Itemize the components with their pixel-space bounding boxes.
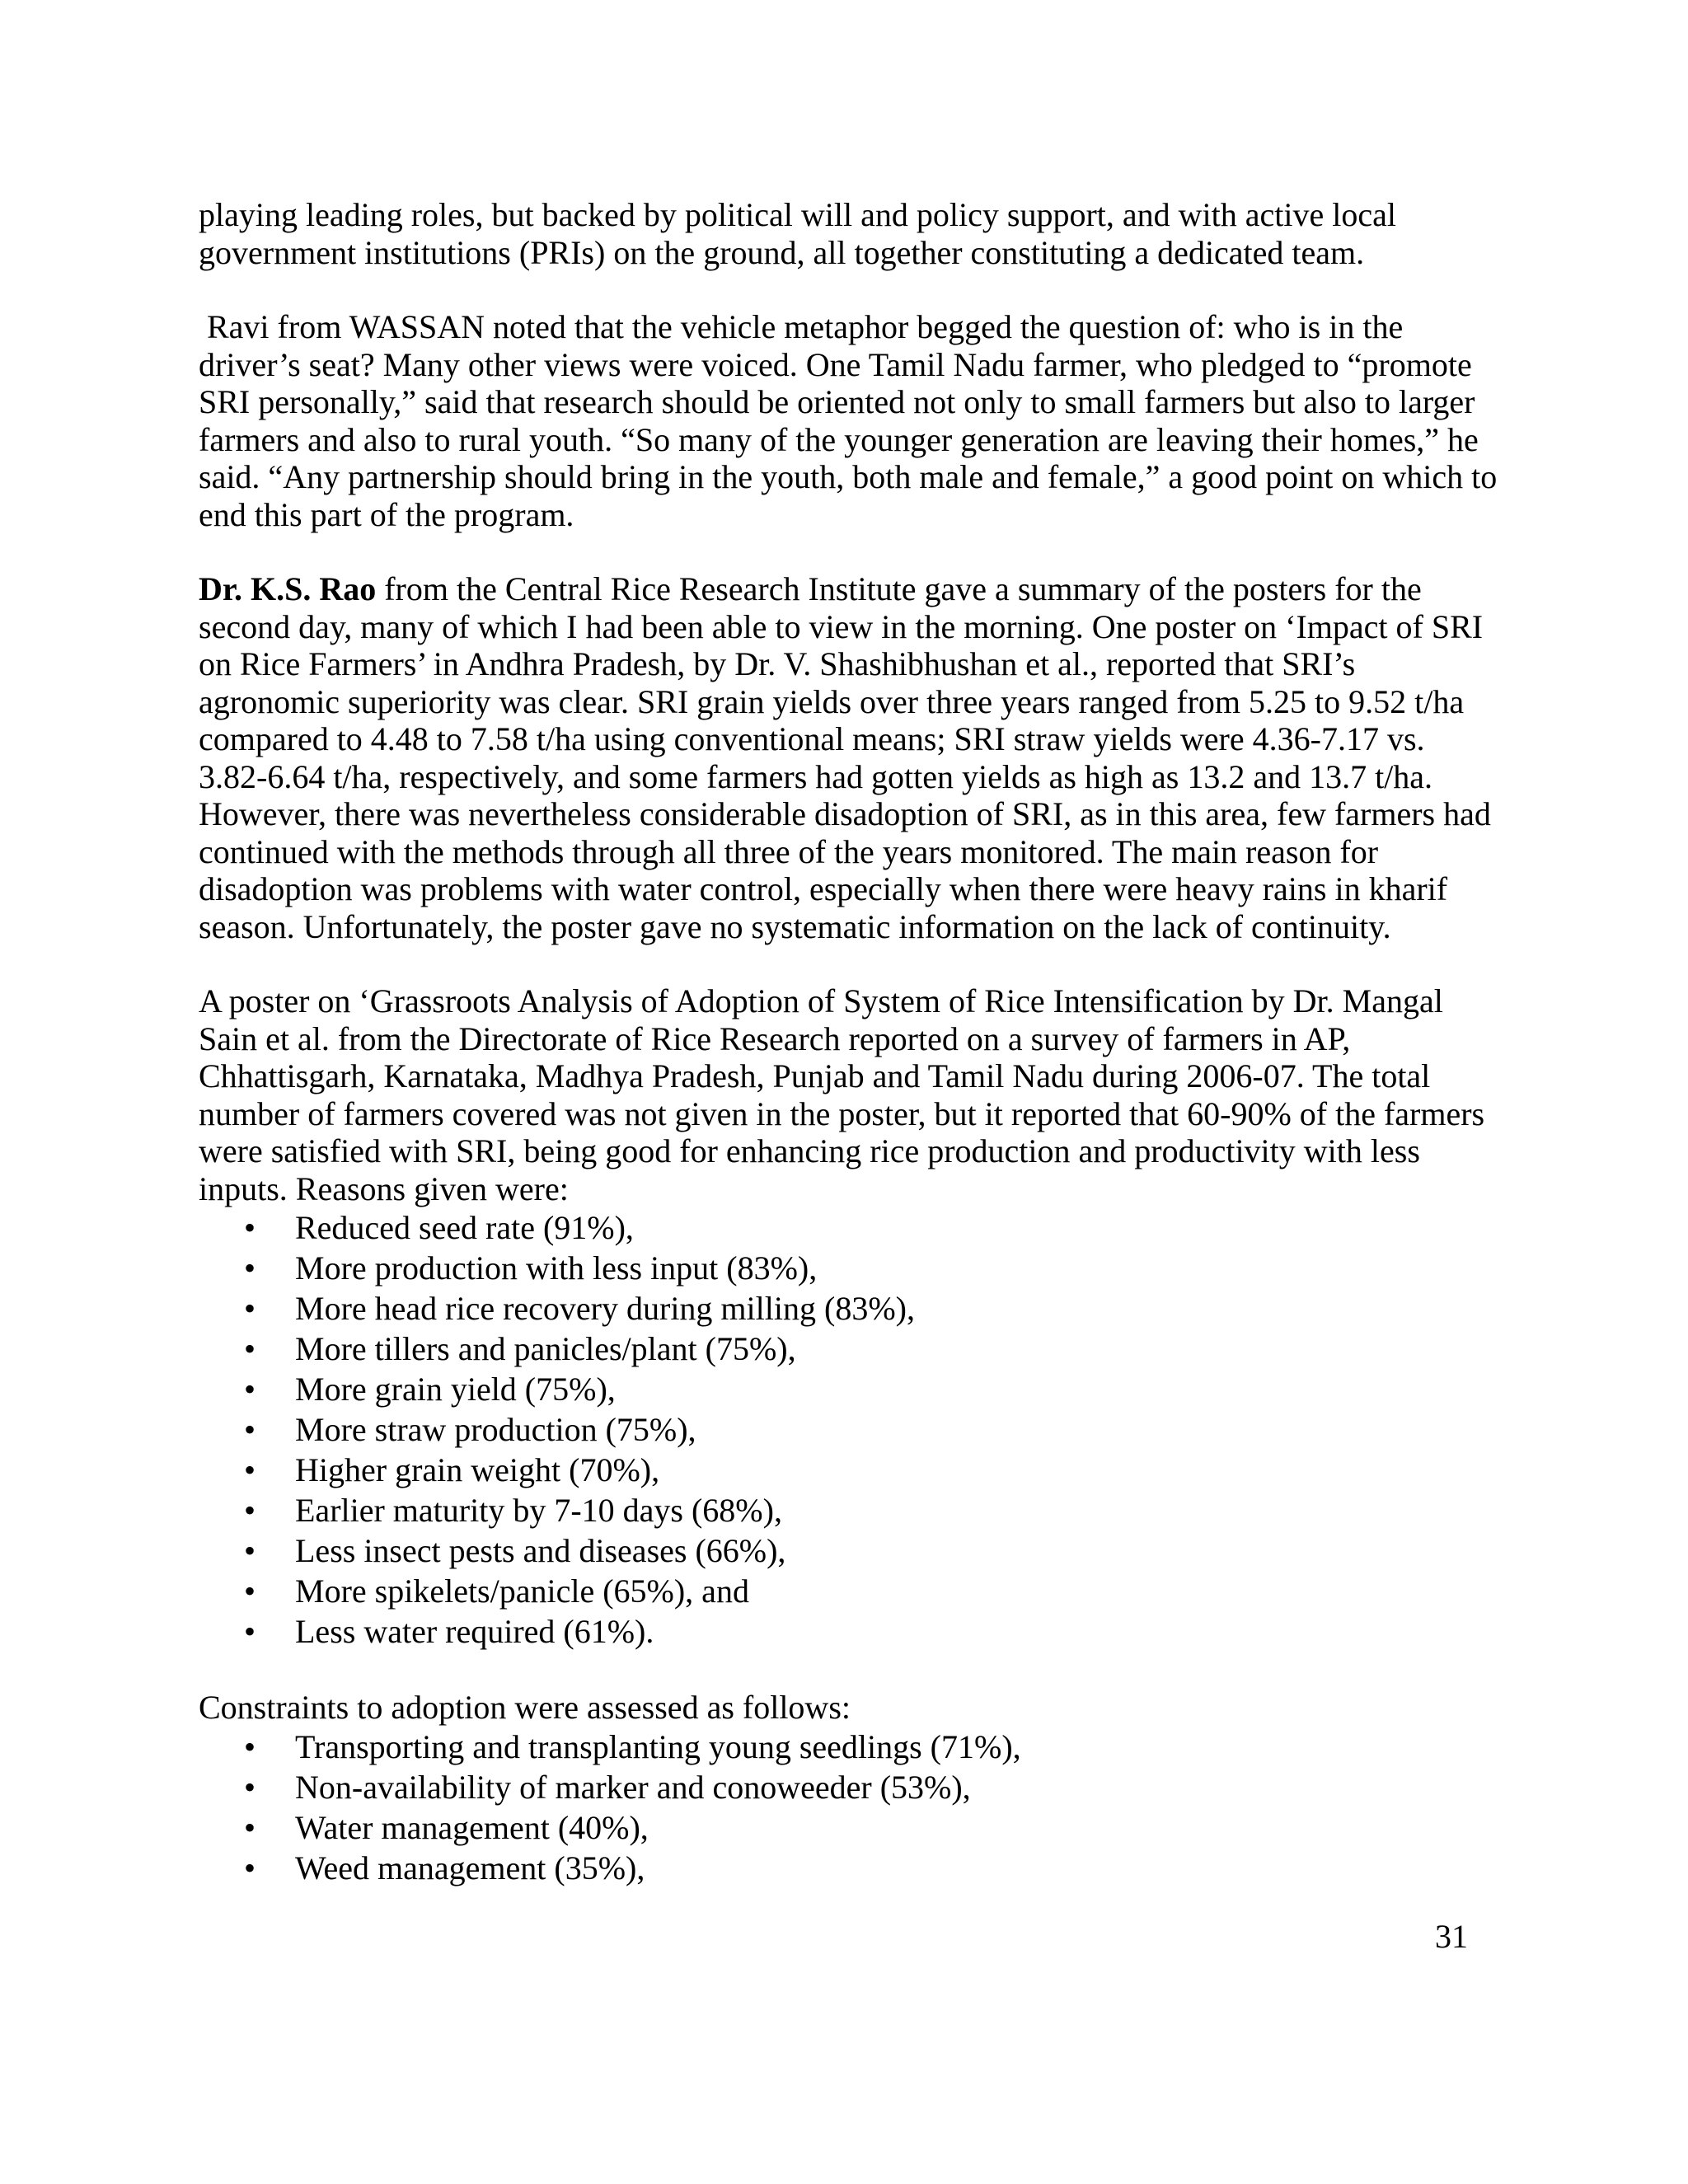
list-item — [199, 1848, 1501, 1888]
paragraph-ks-rao — [199, 570, 1501, 945]
list-item-text: Transporting and transplanting young seedlings (71%), — [295, 1727, 1021, 1765]
paragraph-ks-rao-text: from the Central Rice Research Institute gave a summary of the posters for the second day, many of which I had been able to view in the morning. One poster on ‘Impact of SRI on Rice Farmers’ in Andhra Pradesh, by Dr. V. Shashibhushan et al., reported that SRI’s agronomic superiority was clear. SRI grain yields over three years ranged from 5.25 to 9.52 t/ha compared to 4.48 to 7.58 t/ha using conventional means; SRI straw yields were 4.36-7.17 vs. 3.82-6.64 t/ha, respectively, and some farmers had gotten yields as high as 13.2 and 13.7 t/ha. However, there was nevertheless considerable disadoption of SRI, as in this area, few farmers had continued with the methods through all three of the years monitored. The main reason for disadoption was problems with water control, especially when there were heavy rains in kharif season. Unfortunately, the poster gave no systematic information on the lack of continuity. — [199, 570, 1491, 945]
bullet-icon: • — [244, 1572, 256, 1610]
list-item — [199, 1530, 1501, 1571]
paragraph-grassroots-poster: A poster on ‘Grassroots Analysis of Adoption of System of Rice Intensification by Dr. Mangal Sain et al. from the Directorate of Rice Research reported on a survey of farmers in AP, Chhattisgarh, Karnataka, Madhya Pradesh, Punjab and Tamil Nadu during 2006-07. The total number of farmers covered was not given in the poster, but it reported that 60-90% of the farmers were satisfied with SRI, being good for enhancing rice production and productivity with less inputs. Reasons given were: — [199, 982, 1485, 1207]
list-item-text: Higher grain weight (70%), — [295, 1451, 660, 1488]
bullet-icon: • — [244, 1492, 256, 1529]
bullet-icon: • — [244, 1532, 256, 1569]
paragraph-team: playing leading roles, but backed by political will and policy support, and with active local government institutions (PRIs) on the ground, all together constituting a dedicated team. — [199, 196, 1396, 271]
list-item-text: More spikelets/panicle (65%), and — [295, 1572, 749, 1610]
paragraph-wassan: Ravi from WASSAN noted that the vehicle metaphor begged the question of: who is in the driver’s seat? Many other views were voiced. One Tamil Nadu farmer, who pledged to “promote SRI personally,” said that research should be oriented not only to small farmers but also to larger farmers and also to rural youth. “So many of the younger generation are leaving their homes,” he said. “Any partnership should bring in the youth, both male and female,” a good point on which to end this part of the program. — [199, 308, 1506, 533]
list-item-text: More production with less input (83%), — [295, 1249, 818, 1286]
reasons-list — [199, 1207, 1501, 1652]
page-number: 31 — [1435, 1918, 1468, 1955]
list-item-text: More tillers and panicles/plant (75%), — [295, 1330, 796, 1367]
list-item-text: More grain yield (75%), — [295, 1371, 616, 1408]
list-item — [199, 1248, 1501, 1288]
bullet-icon: • — [244, 1330, 256, 1367]
list-item — [199, 1409, 1501, 1450]
list-item — [199, 1571, 1501, 1611]
list-item-text: Less insect pests and diseases (66%), — [295, 1532, 786, 1569]
paragraph-constraints: Constraints to adoption were assessed as follows: — [199, 1689, 851, 1726]
constraints-list — [199, 1727, 1501, 1888]
list-item — [199, 1767, 1501, 1807]
list-item-text: Less water required (61%). — [295, 1613, 654, 1650]
list-item-text: Water management (40%), — [295, 1808, 649, 1846]
bullet-icon: • — [244, 1808, 256, 1846]
list-item — [199, 1329, 1501, 1369]
list-item-text: Earlier maturity by 7-10 days (68%), — [295, 1492, 782, 1529]
list-item — [199, 1727, 1501, 1767]
list-item — [199, 1807, 1501, 1848]
bullet-icon: • — [244, 1849, 256, 1886]
speaker-name: Dr. K.S. Rao — [199, 570, 377, 607]
bullet-icon: • — [244, 1613, 256, 1650]
bullet-icon: • — [244, 1727, 256, 1765]
list-item — [199, 1207, 1501, 1248]
list-item-text: Reduced seed rate (91%), — [295, 1209, 634, 1246]
bullet-icon: • — [244, 1290, 256, 1327]
list-item — [199, 1490, 1501, 1530]
bullet-icon: • — [244, 1371, 256, 1408]
list-item-text: More straw production (75%), — [295, 1411, 696, 1448]
list-item — [199, 1369, 1501, 1409]
list-item-text: Weed management (35%), — [295, 1849, 645, 1886]
bullet-icon: • — [244, 1209, 256, 1246]
list-item-text: More head rice recovery during milling (83%), — [295, 1290, 915, 1327]
bullet-icon: • — [244, 1451, 256, 1488]
bullet-icon: • — [244, 1768, 256, 1806]
list-item — [199, 1450, 1501, 1490]
list-item — [199, 1288, 1501, 1329]
list-item — [199, 1611, 1501, 1652]
document-body — [199, 196, 1506, 1888]
bullet-icon: • — [244, 1249, 256, 1286]
list-item-text: Non-availability of marker and conoweeder (53%), — [295, 1768, 971, 1806]
bullet-icon: • — [244, 1411, 256, 1448]
